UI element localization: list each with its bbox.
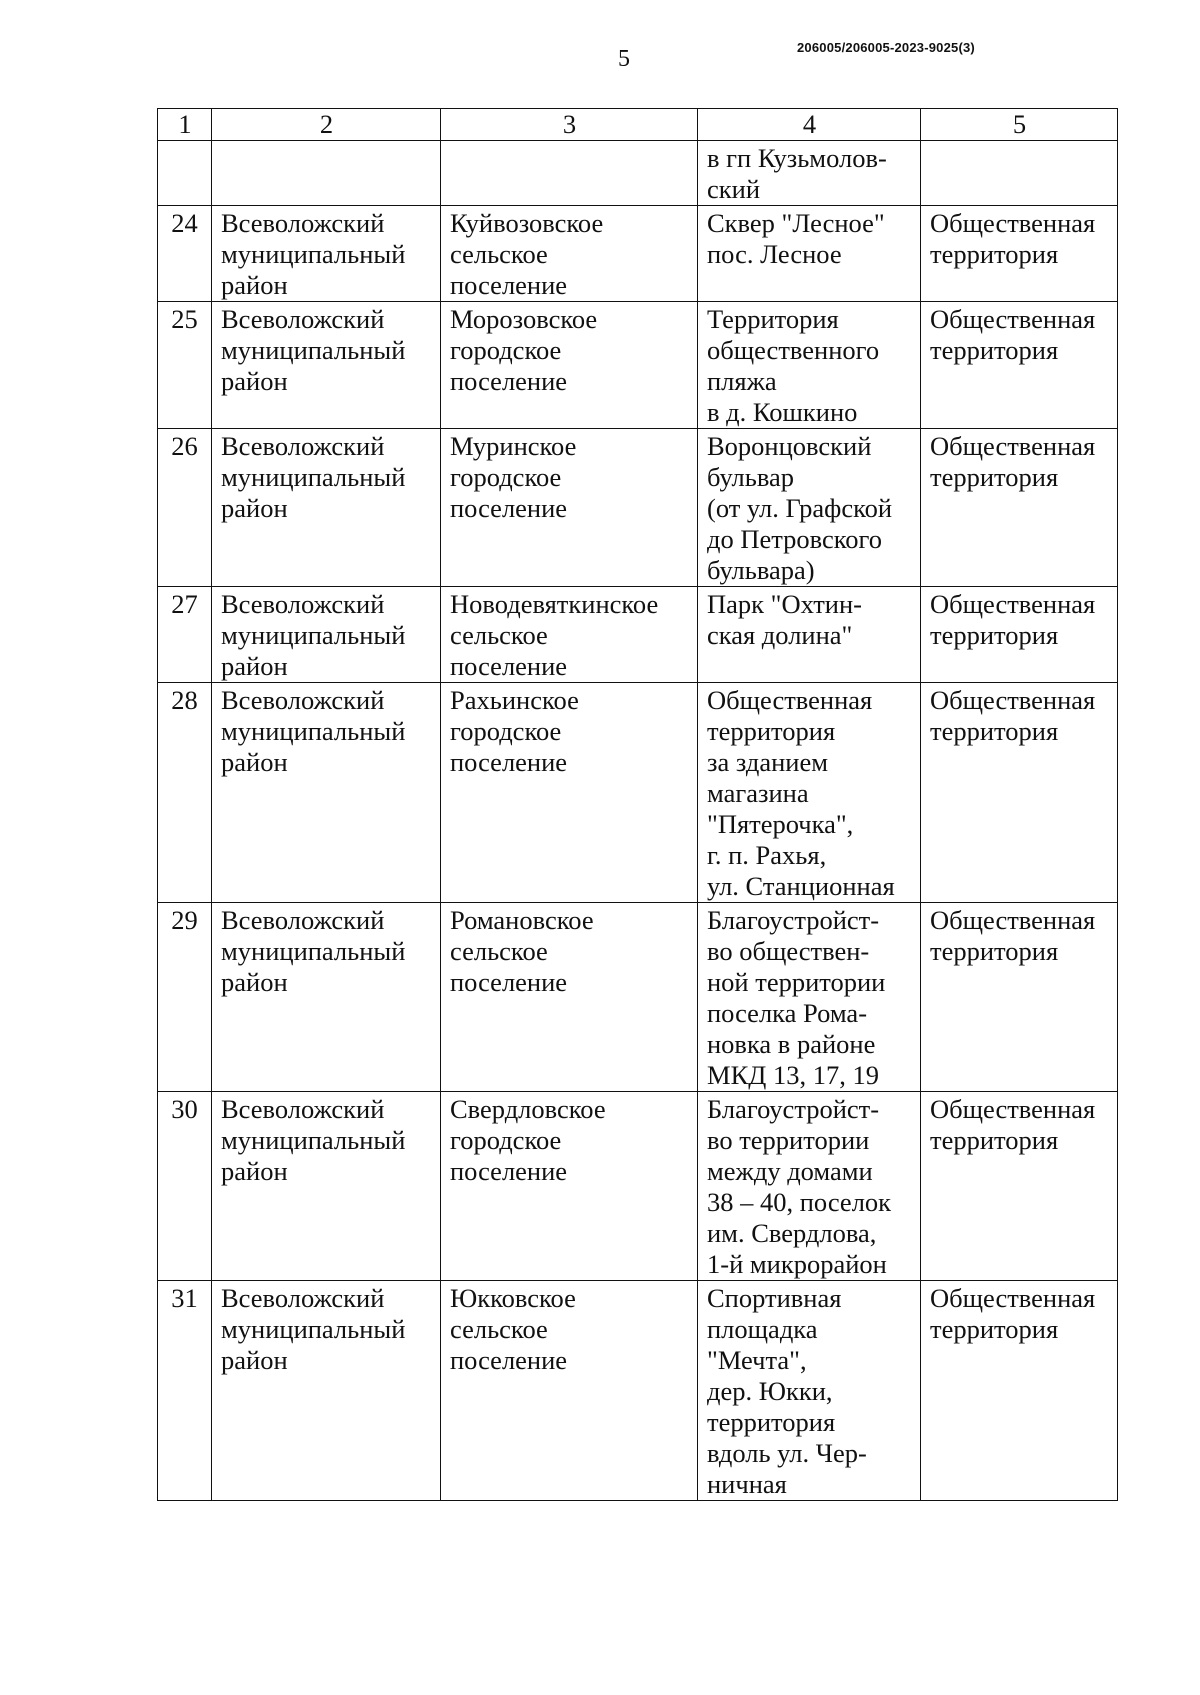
row-number: 29	[158, 903, 212, 1092]
district-cell: Всеволожский муниципальный район	[212, 683, 441, 903]
table-header-row	[158, 109, 1118, 141]
settlement-cell: Юкковское сельское поселение	[441, 1281, 698, 1501]
row-number: 28	[158, 683, 212, 903]
settlement-cell: Свердловское городское поселение	[441, 1092, 698, 1281]
type-cell: Общественная территория	[921, 1092, 1118, 1281]
row-number: 31	[158, 1281, 212, 1501]
row-number	[158, 141, 212, 206]
district-cell: Всеволожский муниципальный район	[212, 903, 441, 1092]
territories-table	[157, 108, 1118, 1501]
table-row	[158, 683, 1118, 903]
district-cell	[212, 141, 441, 206]
column-header: 5	[921, 109, 1118, 141]
column-header: 3	[441, 109, 698, 141]
object-cell: Территория общественного пляжа в д. Кошкино	[698, 302, 921, 429]
type-cell: Общественная территория	[921, 903, 1118, 1092]
settlement-cell: Муринское городское поселение	[441, 429, 698, 587]
object-cell: Сквер "Лесное" пос. Лесное	[698, 206, 921, 302]
type-cell: Общественная территория	[921, 587, 1118, 683]
object-cell: Общественная территория за зданием магазина "Пятерочка", г. п. Рахья, ул. Станционная	[698, 683, 921, 903]
settlement-cell: Романовское сельское поселение	[441, 903, 698, 1092]
row-number: 24	[158, 206, 212, 302]
table-row	[158, 1281, 1118, 1501]
district-cell: Всеволожский муниципальный район	[212, 429, 441, 587]
district-cell: Всеволожский муниципальный район	[212, 302, 441, 429]
table-row	[158, 1092, 1118, 1281]
table-row	[158, 141, 1118, 206]
type-cell: Общественная территория	[921, 1281, 1118, 1501]
object-cell: Парк "Охтин- ская долина"	[698, 587, 921, 683]
table-row	[158, 302, 1118, 429]
object-cell: Благоустройст- во территории между домами 38 – 40, поселок им. Свердлова, 1-й микрорайон	[698, 1092, 921, 1281]
object-cell: Спортивная площадка "Мечта", дер. Юкки, территория вдоль ул. Чер- ничная	[698, 1281, 921, 1501]
type-cell: Общественная территория	[921, 429, 1118, 587]
district-cell: Всеволожский муниципальный район	[212, 206, 441, 302]
type-cell	[921, 141, 1118, 206]
row-number: 26	[158, 429, 212, 587]
district-cell: Всеволожский муниципальный район	[212, 1092, 441, 1281]
settlement-cell	[441, 141, 698, 206]
column-header: 4	[698, 109, 921, 141]
district-cell: Всеволожский муниципальный район	[212, 1281, 441, 1501]
settlement-cell: Новодевяткинское сельское поселение	[441, 587, 698, 683]
type-cell: Общественная территория	[921, 683, 1118, 903]
object-cell: Благоустройст- во обществен- ной территории поселка Рома- новка в районе МКД 13, 17, 19	[698, 903, 921, 1092]
settlement-cell: Морозовское городское поселение	[441, 302, 698, 429]
column-header: 1	[158, 109, 212, 141]
district-cell: Всеволожский муниципальный район	[212, 587, 441, 683]
row-number: 25	[158, 302, 212, 429]
table-row	[158, 429, 1118, 587]
type-cell: Общественная территория	[921, 302, 1118, 429]
page-number: 5	[618, 46, 630, 72]
table-row	[158, 206, 1118, 302]
row-number: 27	[158, 587, 212, 683]
table-row	[158, 587, 1118, 683]
object-cell: Воронцовский бульвар (от ул. Графской до Петровского бульвара)	[698, 429, 921, 587]
table-row	[158, 903, 1118, 1092]
type-cell: Общественная территория	[921, 206, 1118, 302]
object-cell: в гп Кузьмолов- ский	[698, 141, 921, 206]
document-id: 206005/206005-2023-9025(3)	[797, 40, 975, 55]
settlement-cell: Рахьинское городское поселение	[441, 683, 698, 903]
settlement-cell: Куйвозовское сельское поселение	[441, 206, 698, 302]
column-header: 2	[212, 109, 441, 141]
row-number: 30	[158, 1092, 212, 1281]
